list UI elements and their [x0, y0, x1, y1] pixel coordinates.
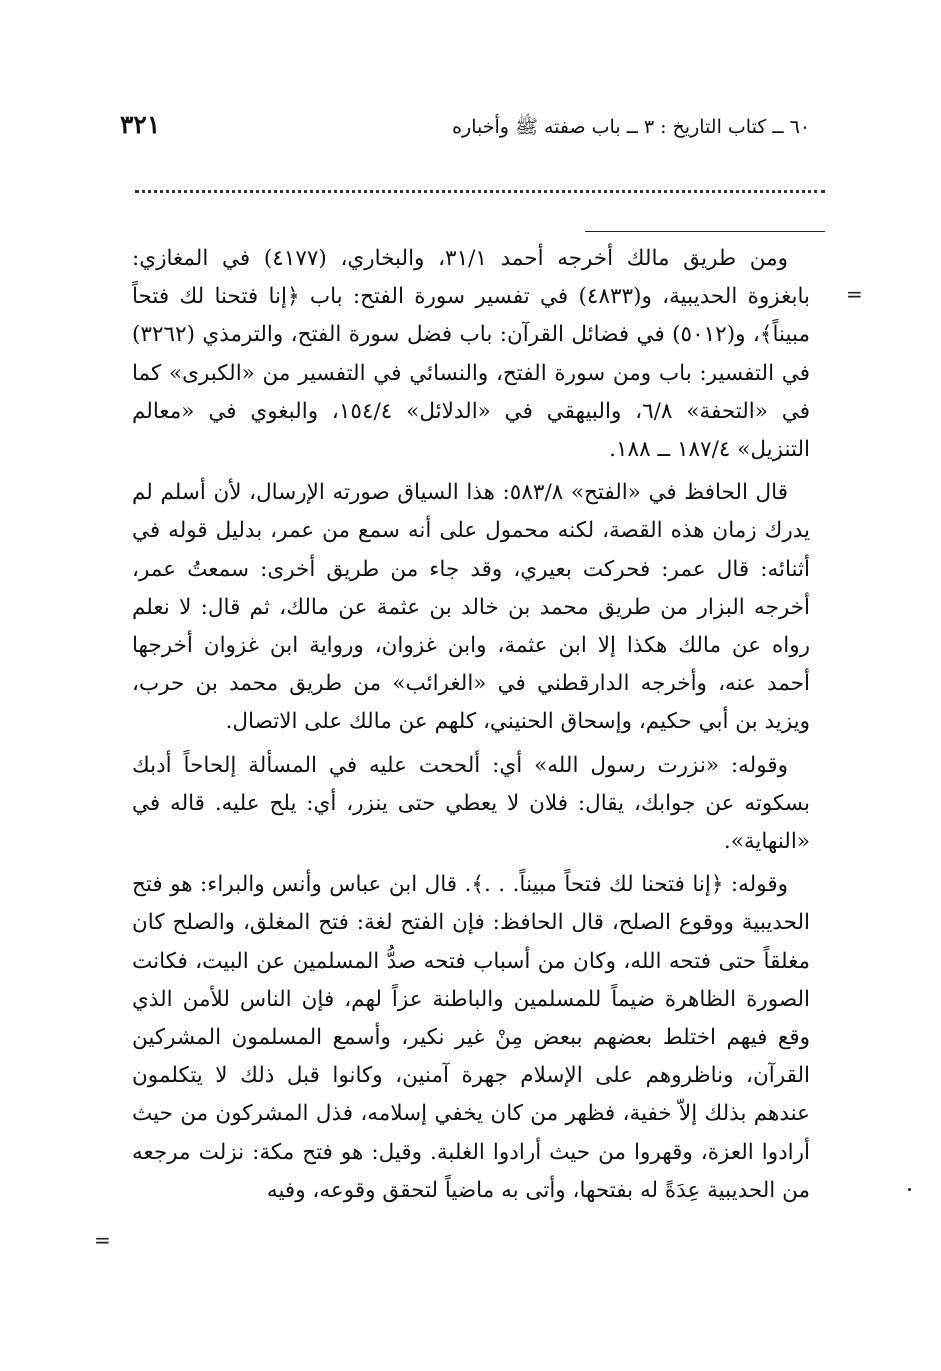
- paragraph: وقوله: «نزرت رسول الله» أي: ألححت عليه في المسألة إلحاحاً أدبك بسكوته عن جوابك، يقال: فلان لا يعطي حتى ينزر، أي: يلح عليه. قاله في «النهاية».: [132, 752, 810, 855]
- page-number: ٣٢١: [120, 110, 161, 139]
- running-title: ٦٠ ــ كتاب التاريخ : ٣ ــ باب صفته ﷺ وأخباره: [452, 116, 810, 138]
- page-header: [120, 110, 810, 150]
- footnote-rule: [585, 231, 825, 232]
- dotted-separator: [135, 190, 825, 193]
- paragraph: وقوله: ﴿إنا فتحنا لك فتحاً مبيناً. . .﴾. قال ابن عباس وأنس والبراء: هو فتح الحديبية ووقوع الصلح، قال الحافظ: فإن الفتح لغة: فتح المغلق، والصلح كان مغلقاً حتى فتحه الله، وكان من أسباب فتحه صدُّ المسلمين عن البيت، فكانت الصورة الظاهرة ضيماً للمسلمين والباطنة عزاً لهم، فإن الناس للأمن الذي وقع فيهم اختلط بعضهم ببعض مِنْ غير نكير، وأسمع المسلمون المشركين القرآن، وناظروهم على الإسلام جهرة آمنين، وكانوا قبل ذلك لا يتكلمون عندهم بذلك إلاّ خفية، فظهر من كان يخفي إسلامه، فذل المشركون من حيث أرادوا العزة، وقهروا من حيث أرادوا الغلبة. وقيل: هو فتح مكة: نزلت مرجعه من الحديبية عِدَةً له بفتحها، وأتى به ماضياً لتحقق وقوعه، وفيه: [132, 872, 810, 1203]
- margin-continuation-mark: =: [94, 1228, 111, 1252]
- margin-speck: [908, 1188, 911, 1191]
- margin-continuation-mark: =: [846, 282, 863, 306]
- footnote-body: [132, 240, 810, 1215]
- paragraph: ومن طريق مالك أخرجه أحمد ٣١/١، والبخاري، (٤١٧٧) في المغازي: بابغزوة الحديبية، و(٤٨٣٣) في تفسير سورة الفتح: باب ﴿إنا فتحنا لك فتحاً مبيناً﴾، و(٥٠١٢) في فضائل القرآن: باب فضل سورة الفتح، والترمذي (٣٢٦٢) في التفسير: باب ومن سورة الفتح، والنسائي في التفسير من «الكبرى» كما في «التحفة» ٦/٨، والبيهقي في «الدلائل» ١٥٤/٤، والبغوي في «معالم التنزيل» ١٨٧/٤ ــ ١٨٨.: [132, 246, 810, 463]
- paragraph: قال الحافظ في «الفتح» ٥٨٣/٨: هذا السياق صورته الإرسال، لأن أسلم لم يدرك زمان هذه القصة، لكنه محمول على أنه سمع من عمر، بدليل قوله في أثنائه: قال عمر: فحركت بعيري، وقد جاء من طريق أخرى: سمعتُ عمر، أخرجه البزار من طريق محمد بن خالد بن عثمة عن مالك، ثم قال: لا نعلم رواه عن مالك هكذا إلا ابن عثمة، وابن غزوان، ورواية ابن غزوان أخرجها أحمد عنه، وأخرجه الدارقطني في «الغرائب» من طريق محمد بن حرب، ويزيد بن أبي حكيم، وإسحاق الحنيني، كلهم عن مالك على الاتصال.: [132, 480, 810, 735]
